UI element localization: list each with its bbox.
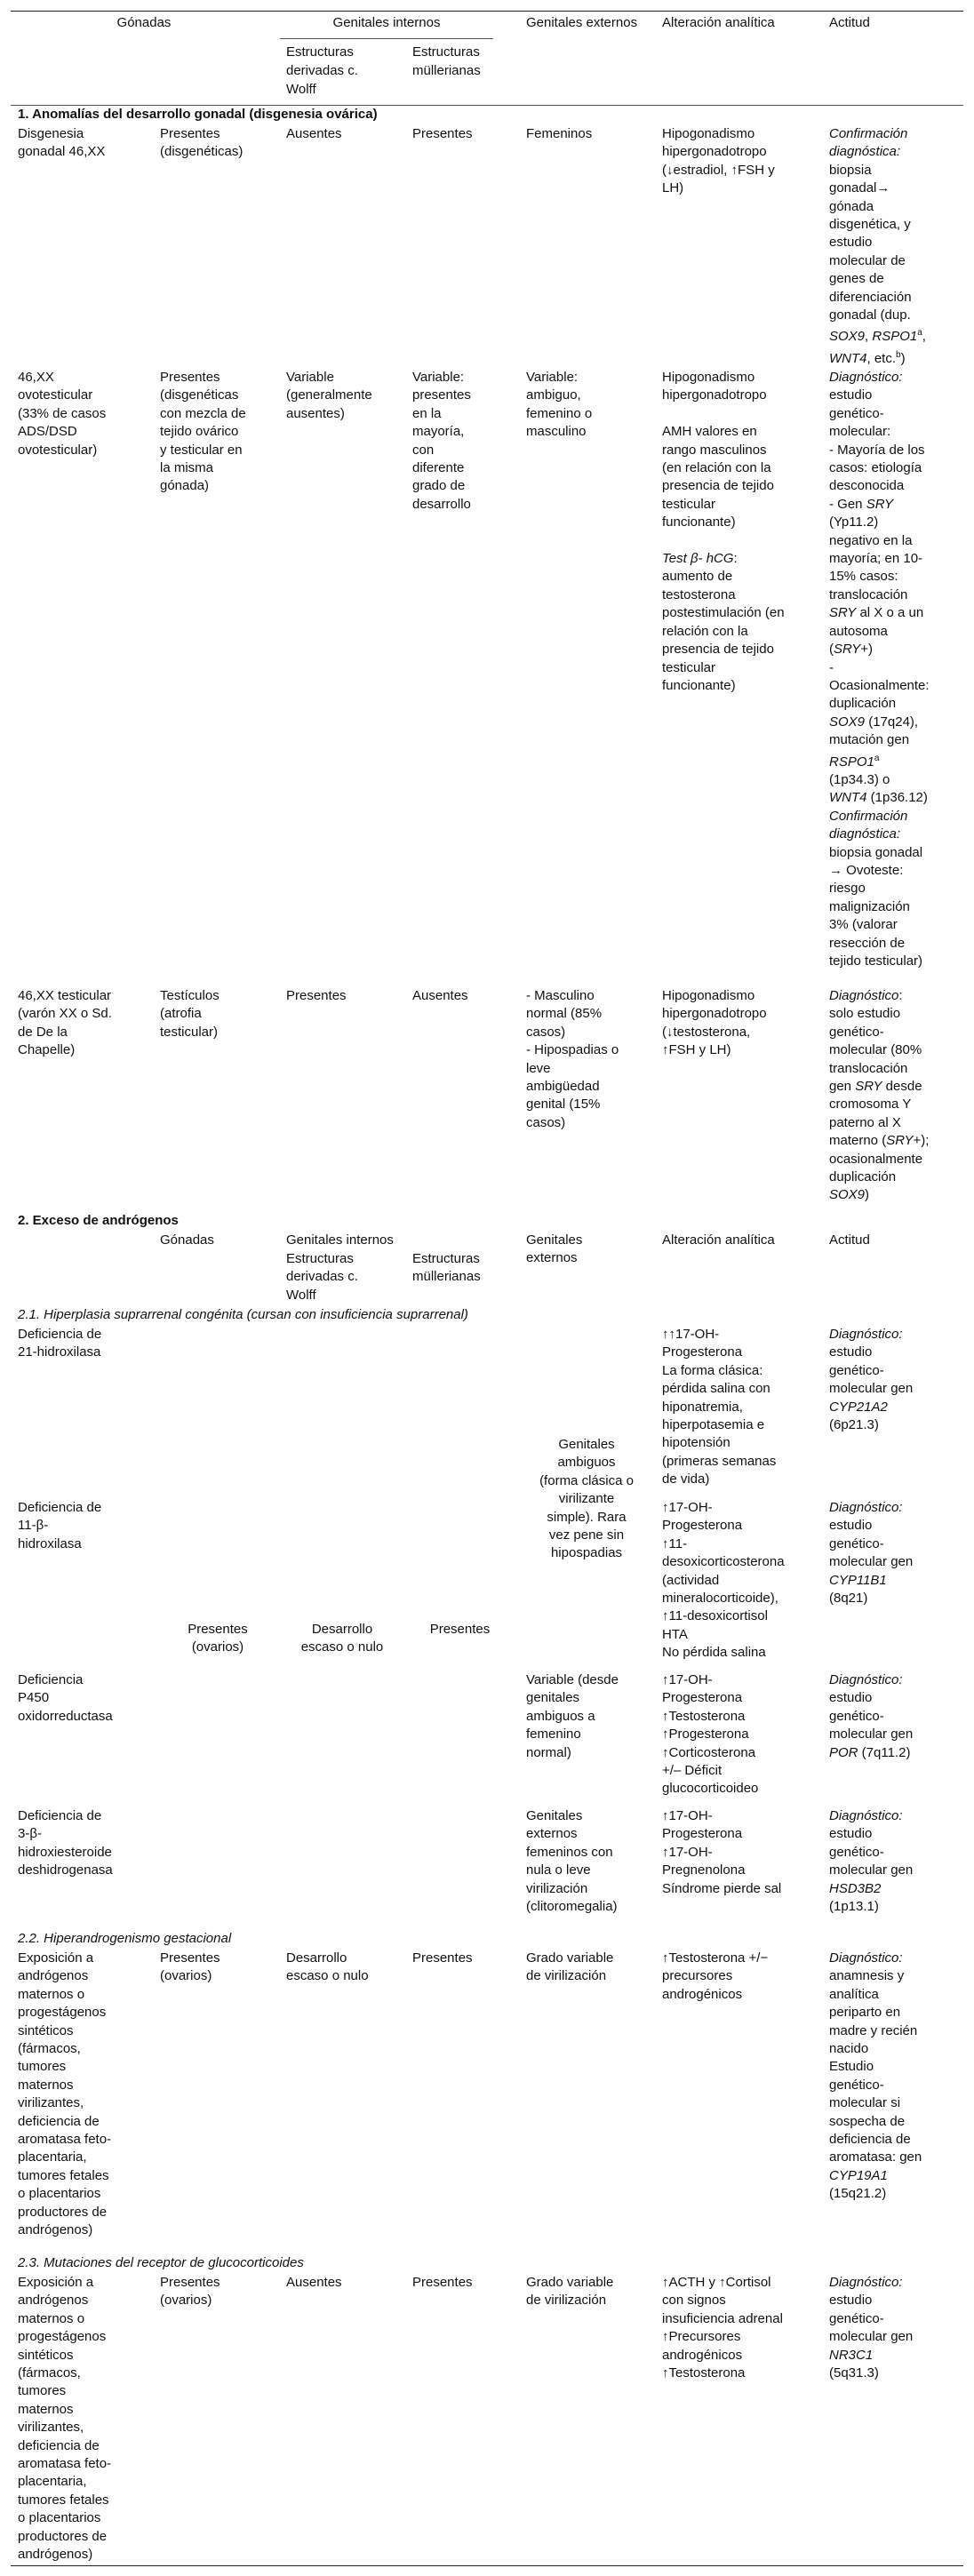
row-actitud: Confirmación diagnóstica: biopsia gonadal→ gónada disgenética, y estudio molecular de genes de diferenciación gonadal (dup. SOX9, RSPO1$^a$, WNT4, etc.$^b$) (829, 126, 926, 366)
row-analitica: Hipogonadismo hipergonadotropo (↓testosterona, ↑FSH y LH) (662, 988, 767, 1058)
header-wolff: Estructuras derivadas c. Wolff (286, 44, 358, 97)
sub1-shared-gonadas: Presentes (ovarios) (188, 1622, 248, 1655)
sub1-title: 2.1. Hiperplasia suprarrenal congénita (cursan con insuficiencia suprarrenal) (18, 1307, 468, 1322)
section2-title: 2. Exceso de andrógenos (18, 1213, 179, 1228)
row-wolff: Variable (generalmente ausentes) (286, 370, 372, 421)
row-actitud: Diagnóstico: estudio genético- molecular gen NR3C1 (5q31.3) (829, 2275, 914, 2381)
row-wolff: Ausentes (286, 2275, 342, 2290)
header-mullerianas: Estructuras müllerianas (412, 44, 481, 78)
row-condition: Exposición a andrógenos maternos o progestágenos sintéticos (fármacos, tumores maternos virilizantes, deficiencia de aromatasa feto- placentaria, tumores fetales o placentarios productores de andrógenos) (18, 2275, 112, 2563)
row-externos: Grado variable de virilización (526, 1950, 614, 1984)
header-genitales-externos: Genitales externos (526, 15, 638, 30)
row-wolff: Ausentes (286, 126, 342, 141)
table-top-rule (11, 11, 963, 12)
row-wolff: Presentes (286, 988, 347, 1003)
row-condition: Exposición a andrógenos maternos o progestágenos sintéticos (fármacos, tumores maternos virilizantes, deficiencia de aromatasa feto- placentaria, tumores fetales o placentarios productores de andrógenos) (18, 1950, 112, 2238)
row-gonadas: Presentes (ovarios) (160, 1950, 220, 1984)
row-mullerianas: Ausentes (412, 988, 468, 1003)
row-analitica: ↑17-OH- Progesterona ↑11- desoxicorticosterona (actividad mineralocorticoide), ↑11-desoxicortisol HTA No pérdida salina (662, 1500, 785, 1661)
row-mullerianas: Variable: presentes en la mayoría, con diferente grado de desarrollo (412, 370, 471, 512)
s2-header-analitica: Alteración analítica (662, 1232, 775, 1248)
s2-header-gonadas: Gónadas (160, 1232, 214, 1248)
row-mullerianas: Presentes (412, 2275, 473, 2290)
s2-header-mullerianas: Estructuras müllerianas (412, 1251, 481, 1285)
row-actitud: Diagnóstico: estudio genético- molecular gen CYP11B1 (8q21) (829, 1500, 914, 1607)
row-gonadas: Testículos (atrofia testicular) (160, 988, 220, 1040)
row-mullerianas: Presentes (412, 1950, 473, 1966)
row-analitica: Hipogonadismo hipergonadotropo AMH valores en rango masculinos (en relación con la presencia de tejido testicular funcionante) Test β- hCG: aumento de testosterona postestimulación (en relación con la presencia de tejido testicular funcionante) (662, 370, 785, 693)
s2-header-actitud: Actitud (829, 1232, 870, 1248)
internal-genitals-rule (280, 38, 493, 39)
row-condition: Deficiencia de 21-hidroxilasa (18, 1327, 102, 1360)
s2-header-genitales-internos: Genitales internos (286, 1232, 394, 1248)
row-condition: Deficiencia de 3-β- hidroxiesteroide deshidrogenasa (18, 1808, 113, 1878)
row-externos: Variable: ambiguo, femenino o masculino (526, 370, 593, 440)
header-genitales-internos: Genitales internos (332, 15, 441, 30)
row-wolff: Desarrollo escaso o nulo (286, 1950, 369, 1984)
sub1-shared-externos: Genitales ambiguos (forma clásica o virilizante simple). Rara vez pene sin hipospadias (539, 1437, 634, 1561)
row-actitud: Diagnóstico: estudio genético- molecular gen HSD3B2 (1p13.1) (829, 1808, 914, 1915)
sub1-shared-wolff: Desarrollo escaso o nulo (300, 1622, 384, 1655)
header-alteracion: Alteración analítica (662, 15, 775, 30)
sub3-title: 2.3. Mutaciones del receptor de glucocorticoides (18, 2255, 304, 2270)
header-gonadas: Gónadas (116, 15, 172, 30)
row-externos: Grado variable de virilización (526, 2275, 614, 2309)
s2-header-externos: Genitales externos (526, 1232, 583, 1266)
row-externos: Femeninos (526, 126, 593, 141)
sub1-shared-mullerianas: Presentes (429, 1622, 491, 1637)
row-externos: Variable (desde genitales ambiguos a femenino normal) (526, 1672, 619, 1760)
row-condition: Deficiencia de 11-β- hidroxilasa (18, 1500, 102, 1551)
header-actitud: Actitud (829, 15, 870, 30)
row-analitica: ↑↑17-OH- Progesterona La forma clásica: pérdida salina con hiponatremia, hiperpotasemia e hipotensión (primeras semanas de vida) (662, 1327, 777, 1487)
row-gonadas: Presentes (disgenéticas) (160, 126, 244, 160)
row-condition: 46,XX testicular (varón XX o Sd. de De la Chapelle) (18, 988, 112, 1058)
sub2-title: 2.2. Hiperandrogenismo gestacional (18, 1931, 232, 1946)
row-analitica: Hipogonadismo hipergonadotropo (↓estradiol, ↑FSH y LH) (662, 126, 775, 196)
row-analitica: ↑17-OH- Progesterona ↑Testosterona ↑Progesterona ↑Corticosterona +/– Déficit glucocorticoideo (662, 1672, 759, 1797)
row-condition: Deficiencia P450 oxidorreductasa (18, 1672, 113, 1724)
row-condition: Disgenesia gonadal 46,XX (18, 126, 106, 160)
row-condition: 46,XX ovotesticular (33% de casos ADS/DSD ovotesticular) (18, 370, 107, 458)
row-gonadas: Presentes (ovarios) (160, 2275, 220, 2309)
row-analitica: ↑Testosterona +/− precursores androgénicos (662, 1950, 769, 2002)
row-actitud: Diagnóstico: solo estudio genético- molecular (80% translocación gen SRY desde cromosoma Y paterno al X materno (SRY+); ocasionalmente duplicación SOX9) (829, 988, 930, 1203)
row-gonadas: Presentes (disgenéticas con mezcla de tejido ovárico y testicular en la misma gónada) (160, 370, 246, 494)
s2-header-wolff: Estructuras derivadas c. Wolff (286, 1251, 358, 1303)
row-actitud: Diagnóstico: estudio genético- molecular gen CYP21A2 (6p21.3) (829, 1327, 914, 1433)
row-mullerianas: Presentes (412, 126, 473, 141)
row-externos: - Masculino normal (85% casos) - Hipospadias o leve ambigüedad genital (15% casos) (526, 988, 619, 1130)
row-externos: Genitales externos femeninos con nula o leve virilización (clitoromegalia) (526, 1808, 618, 1915)
row-actitud: Diagnóstico: estudio genético- molecular gen POR (7q11.2) (829, 1672, 914, 1760)
row-actitud: Diagnóstico: anamnesis y analítica periparto en madre y recién nacido Estudio genético- molecular si sospecha de deficiencia de aromatasa: gen CYP19A1 (15q21.2) (829, 1950, 922, 2202)
row-analitica: ↑17-OH- Progesterona ↑17-OH- Pregnenolona Síndrome pierde sal (662, 1808, 782, 1896)
row-actitud: Diagnóstico: estudio genético- molecular: - Mayoría de los casos: etiología desconocida - Gen SRY (Yp11.2) negativo en la mayoría; en 10- 15% casos: translocación SRY al X o a un autosoma (SRY+) - Ocasionalmente: duplicación SOX9 (17q24), mutación gen RSPO1$^a$ (1p34.3) o WNT4 (1p36.12) Confirmación diagnóstica: biopsia gonadal → Ovoteste: riesgo malignización 3% (valorar resección de tejido testicular) (829, 370, 930, 969)
section1-title: 1. Anomalías del desarrollo gonadal (disgenesia ovárica) (18, 107, 378, 122)
table-bottom-rule (11, 2565, 963, 2566)
row-analitica: ↑ACTH y ↑Cortisol con signos insuficiencia adrenal ↑Precursores androgénicos ↑Testosterona (662, 2275, 783, 2381)
